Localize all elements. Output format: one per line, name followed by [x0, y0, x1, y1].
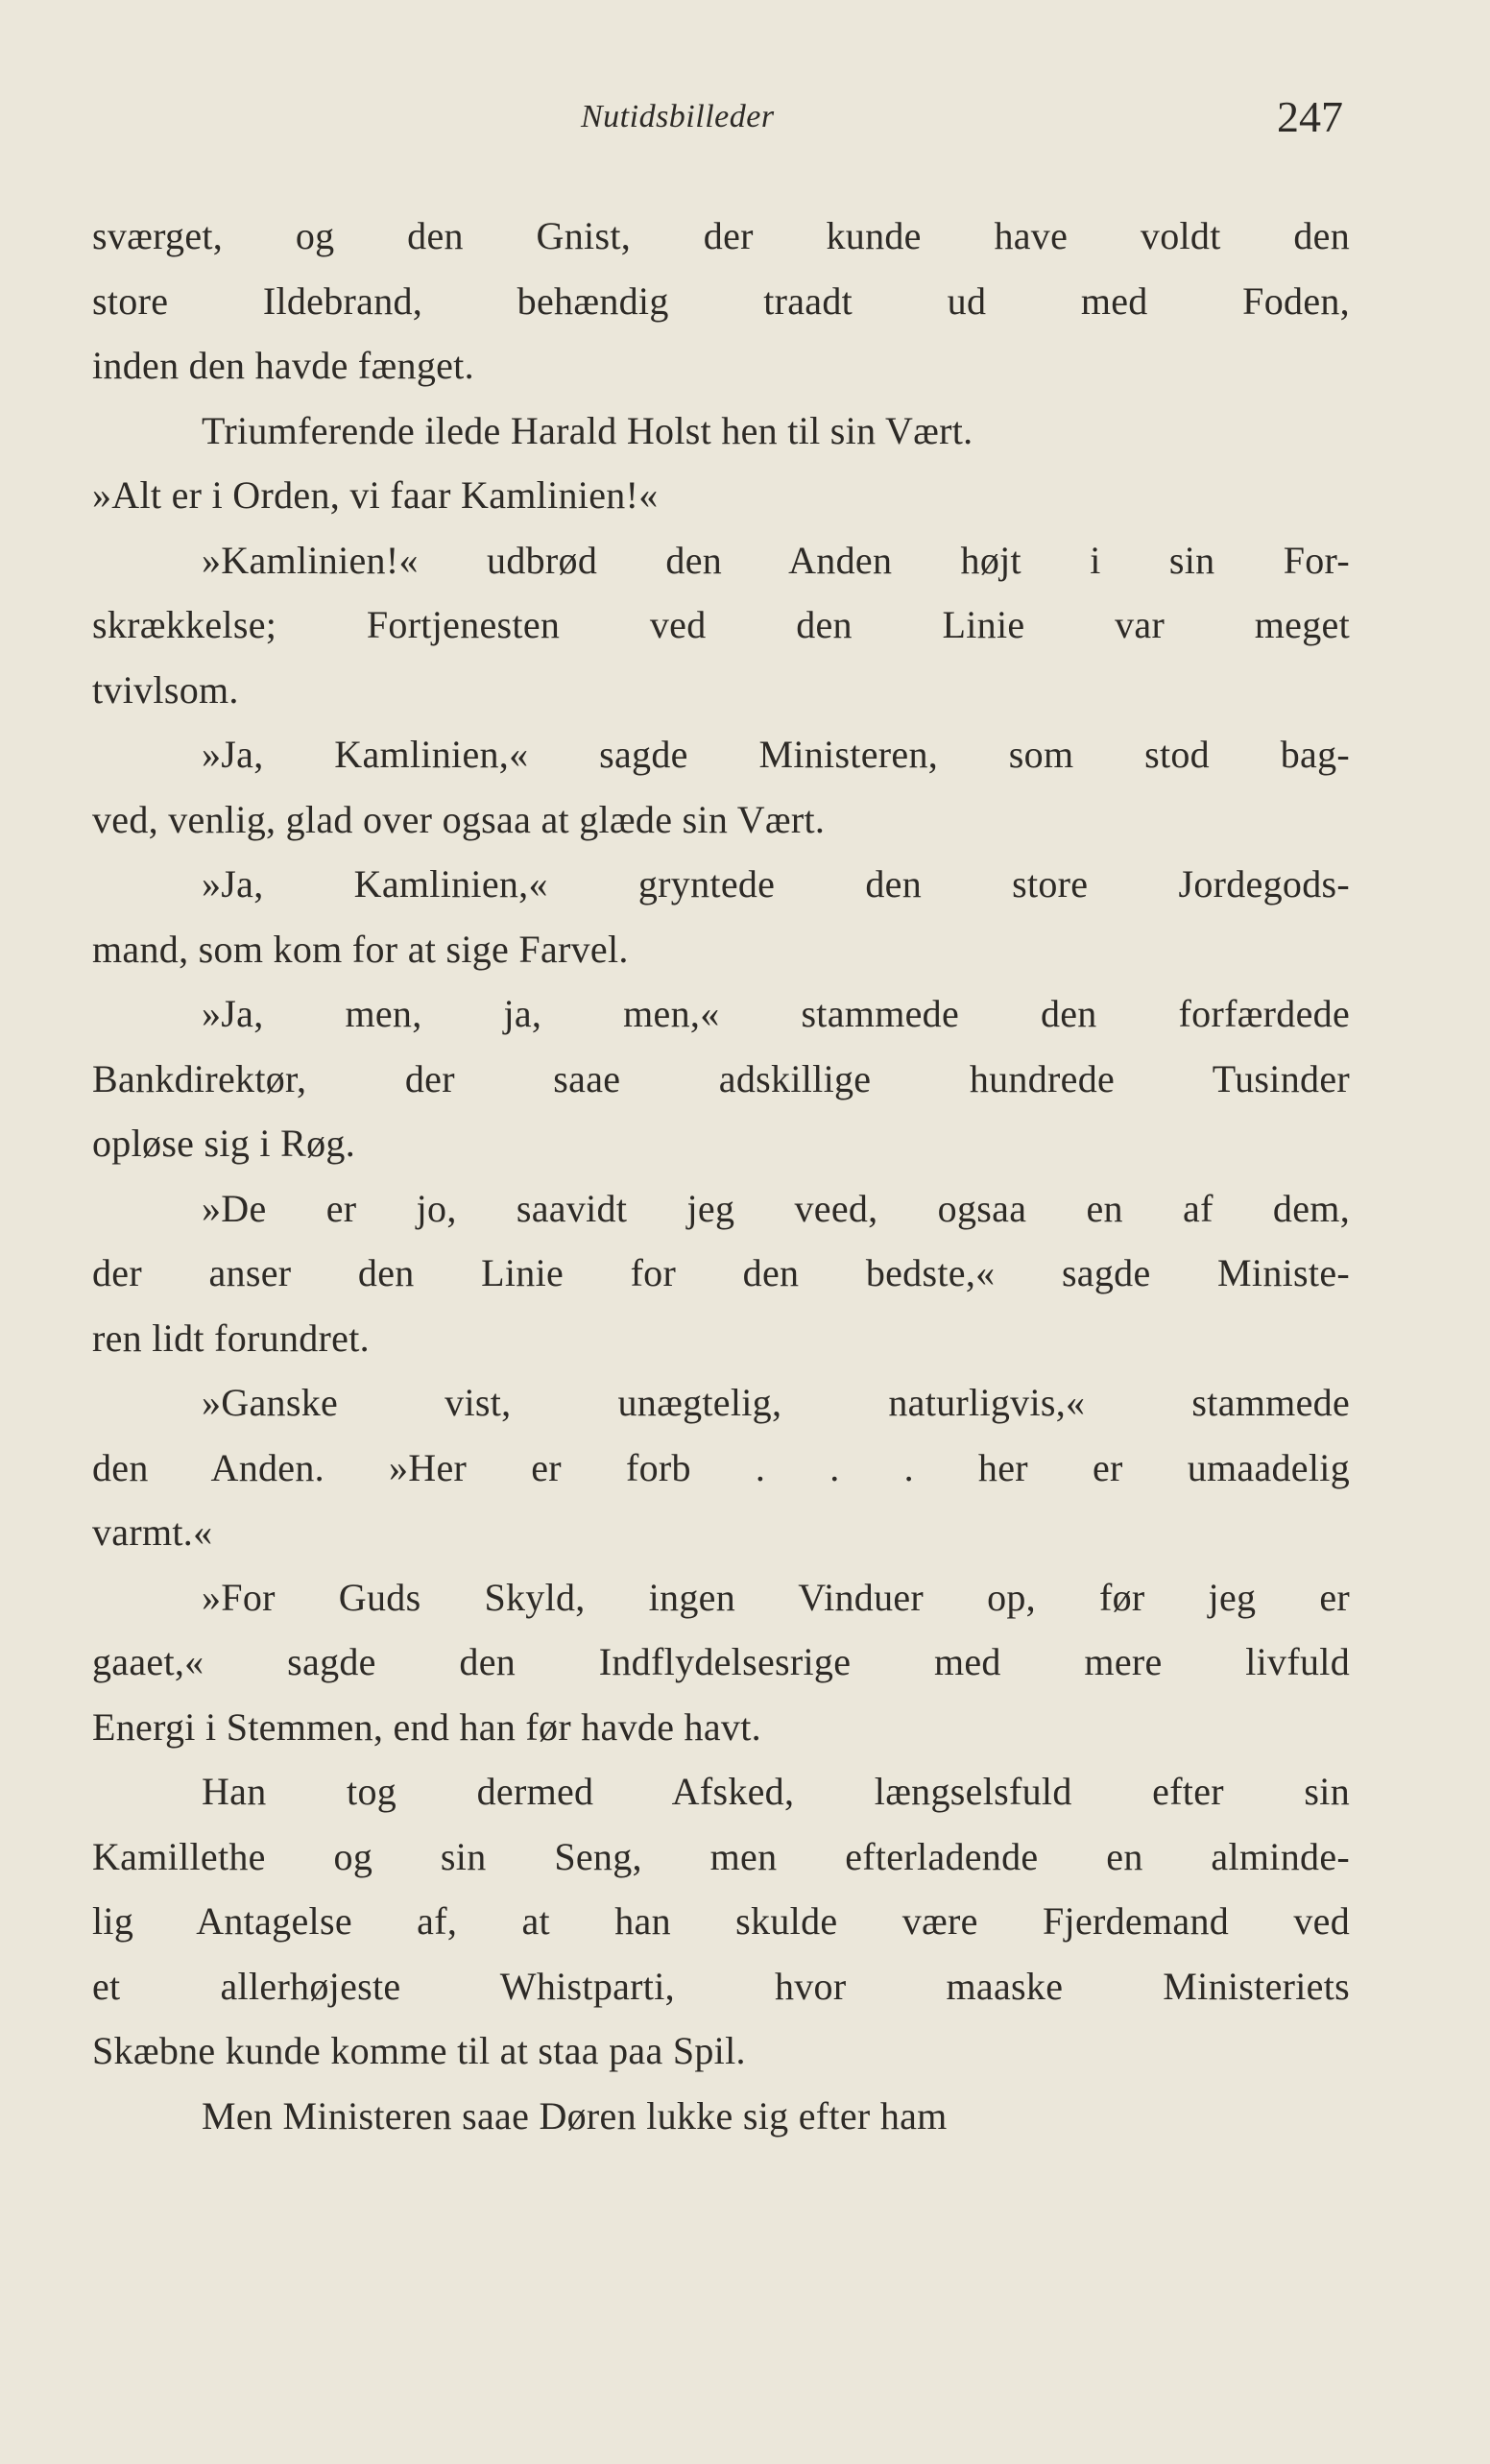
- text-line: gaaet,« sagde den Indflydelsesrige med mere livfuld: [92, 1640, 1350, 1683]
- text-line: Triumferende ilede Harald Holst hen til sin Vært.: [202, 408, 973, 452]
- text-line: den Anden. »Her er forb . . . her er umaadelig: [92, 1445, 1350, 1489]
- text-line: »For Guds Skyld, ingen Vinduer op, før jeg er: [202, 1575, 1350, 1619]
- text-line: ved, venlig, glad over ogsaa at glæde sin Vært.: [92, 797, 826, 841]
- text-line: »Ja, Kamlinien,« sagde Ministeren, som stod bag-: [202, 733, 1350, 776]
- text-line: »Ja, men, ja, men,« stammede den forfærdede: [202, 992, 1350, 1035]
- text-line: Han tog dermed Afsked, længselsfuld efter sin: [202, 1770, 1350, 1813]
- text-line: ren lidt forundret.: [92, 1316, 370, 1360]
- text-line: »Ja, Kamlinien,« gryntede den store Jordegods-: [202, 862, 1350, 906]
- text-line: der anser den Linie for den bedste,« sagde Ministe-: [92, 1251, 1350, 1294]
- text-line: »Ganske vist, unægtelig, naturligvis,« stammede: [202, 1381, 1350, 1424]
- text-line: »Alt er i Orden, vi faar Kamlinien!«: [92, 473, 659, 517]
- text-line: Men Ministeren saae Døren lukke sig efter ham: [202, 2093, 948, 2138]
- text-line: skrækkelse; Fortjenesten ved den Linie var meget: [92, 603, 1350, 646]
- text-line: inden den havde fænget.: [92, 344, 474, 387]
- body-text: [92, 204, 1350, 2148]
- text-line: Energi i Stemmen, end han før havde havt.: [92, 1704, 761, 1749]
- text-line: varmt.«: [92, 1510, 213, 1554]
- text-line: Bankdirektør, der saae adskillige hundrede Tusinder: [92, 1056, 1350, 1100]
- running-head: [0, 91, 1490, 149]
- text-line: »Kamlinien!« udbrød den Anden højt i sin For-: [202, 538, 1350, 582]
- running-title: Nutidsbilleder: [581, 99, 775, 134]
- text-line: Kamillethe og sin Seng, men efterladende en alminde-: [92, 1834, 1350, 1878]
- text-line: opløse sig i Røg.: [92, 1122, 356, 1165]
- text-line: »De er jo, saavidt jeg veed, ogsaa en af dem,: [202, 1186, 1350, 1230]
- text-line: tvivlsom.: [92, 667, 239, 712]
- text-line: lig Antagelse af, at han skulde være Fjerdemand ved: [92, 1899, 1350, 1943]
- text-line: store Ildebrand, behændig traadt ud med Foden,: [92, 278, 1350, 323]
- page-number: 247: [1277, 92, 1343, 141]
- text-line: Skæbne kunde komme til at staa paa Spil.: [92, 2029, 746, 2072]
- text-line: sværget, og den Gnist, der kunde have voldt den: [92, 214, 1350, 257]
- text-line: et allerhøjeste Whistparti, hvor maaske Ministeriets: [92, 1964, 1350, 2008]
- text-line: mand, som kom for at sige Farvel.: [92, 927, 629, 971]
